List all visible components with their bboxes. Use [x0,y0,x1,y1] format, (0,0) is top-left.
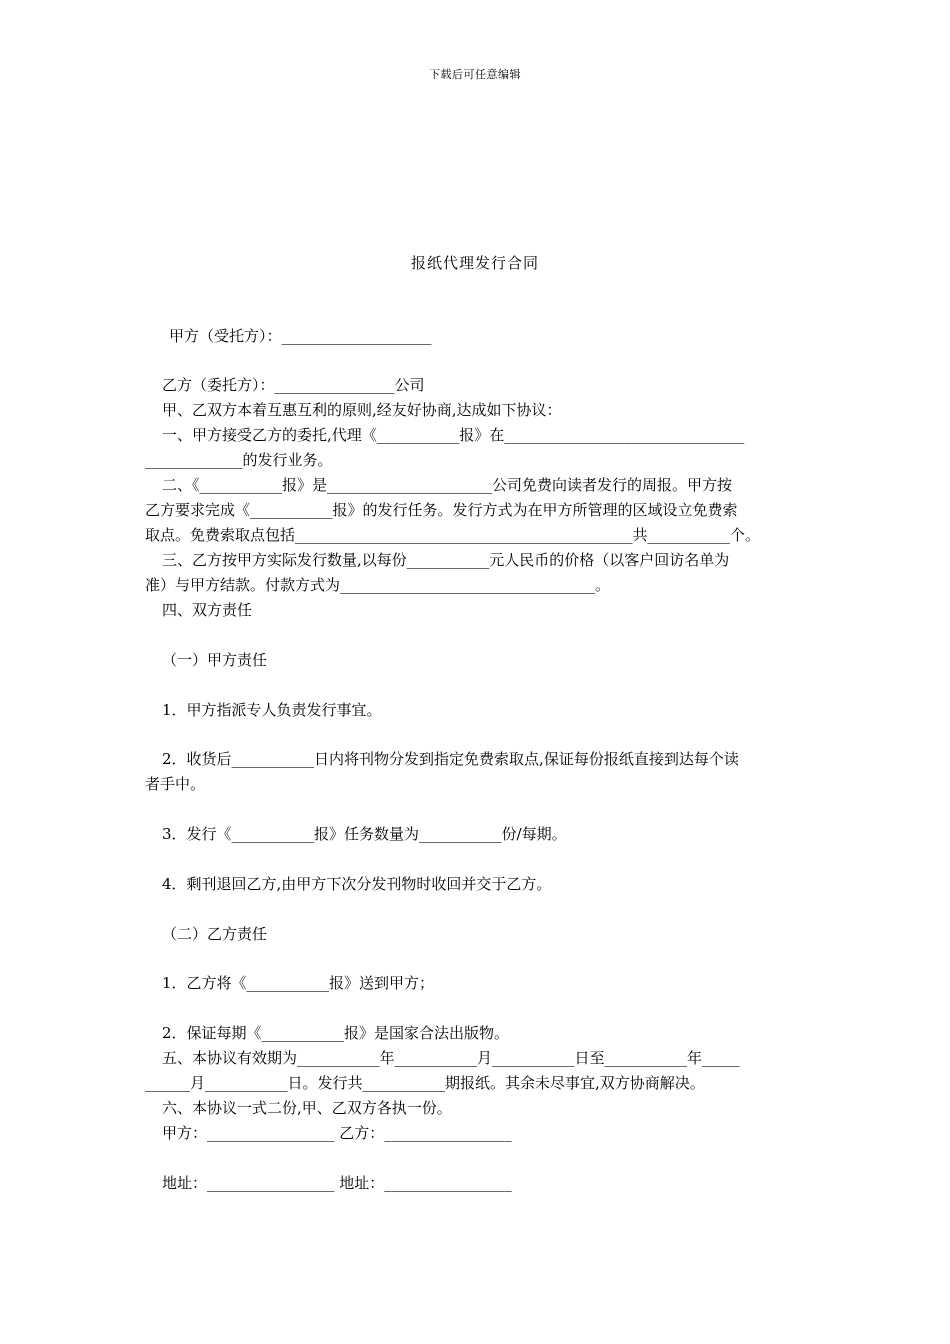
party-a-duty-2-line-1: 2．收货后___________日内将刊物分发到指定免费索取点,保证每份报纸直接到达每个读 [162,750,739,768]
clause-5-line-1: 五、本协议有效期为___________年___________月___________日至___________年_____ [162,1049,740,1067]
clause-3-line-2: 准）与甲方结款。付款方式为__________________________________。 [145,576,611,594]
clause-5-line-2: ______月___________日。发行共___________期报纸。其余未尽事宜,双方协商解决。 [145,1074,705,1092]
clause-2-line-3: 取点。免费索取点包括_____________________________________________共___________个。 [145,526,761,544]
agreement-intro: 甲、乙双方本着互惠互利的原则,经友好协商,达成如下协议： [162,401,562,419]
party-b-line: 乙方（委托方）：________________公司 [162,376,425,394]
clause-2-line-1: 二、《___________报》是______________________公司免费向读者发行的周报。甲方按 [162,476,733,494]
clause-1-line-1: 一、甲方接受乙方的委托,代理《___________报》在________________________________ [162,426,745,444]
party-a-duties-heading: （一）甲方责任 [162,651,268,669]
clause-3-line-1: 三、乙方按甲方实际发行数量,以每份___________元人民币的价格（以客户回访名单为 [162,551,730,569]
clause-2-line-2: 乙方要求完成《___________报》的发行任务。发行方式为在甲方所管理的区域设立免费索 [145,501,738,519]
party-a-line: 甲方（受托方）：____________________ [169,327,432,345]
party-a-duty-2-line-2: 者手中。 [145,775,206,793]
party-a-duty-3: 3．发行《___________报》任务数量为___________份/每期。 [162,825,567,843]
header-note: 下载后可任意编辑 [429,68,521,81]
party-b-duty-1: 1．乙方将《___________报》送到甲方； [162,974,435,992]
clause-4-heading: 四、双方责任 [162,601,253,619]
party-b-duty-2: 2．保证每期《___________报》是国家合法出版物。 [162,1024,510,1042]
party-a-duty-1: 1．甲方指派专人负责发行事宜。 [162,701,382,719]
clause-1-line-2: _____________的发行业务。 [145,451,333,469]
address-line: 地址：_________________ 地址：_________________ [162,1174,512,1192]
document-title: 报纸代理发行合同 [410,254,539,272]
party-b-duties-heading: （二）乙方责任 [162,925,268,943]
clause-6-line: 六、本协议一式二份,甲、乙双方各执一份。 [162,1099,452,1117]
party-a-duty-4: 4．剩刊退回乙方,由甲方下次分发刊物时收回并交于乙方。 [162,875,552,893]
signature-line: 甲方：_________________ 乙方：_________________ [162,1124,512,1142]
